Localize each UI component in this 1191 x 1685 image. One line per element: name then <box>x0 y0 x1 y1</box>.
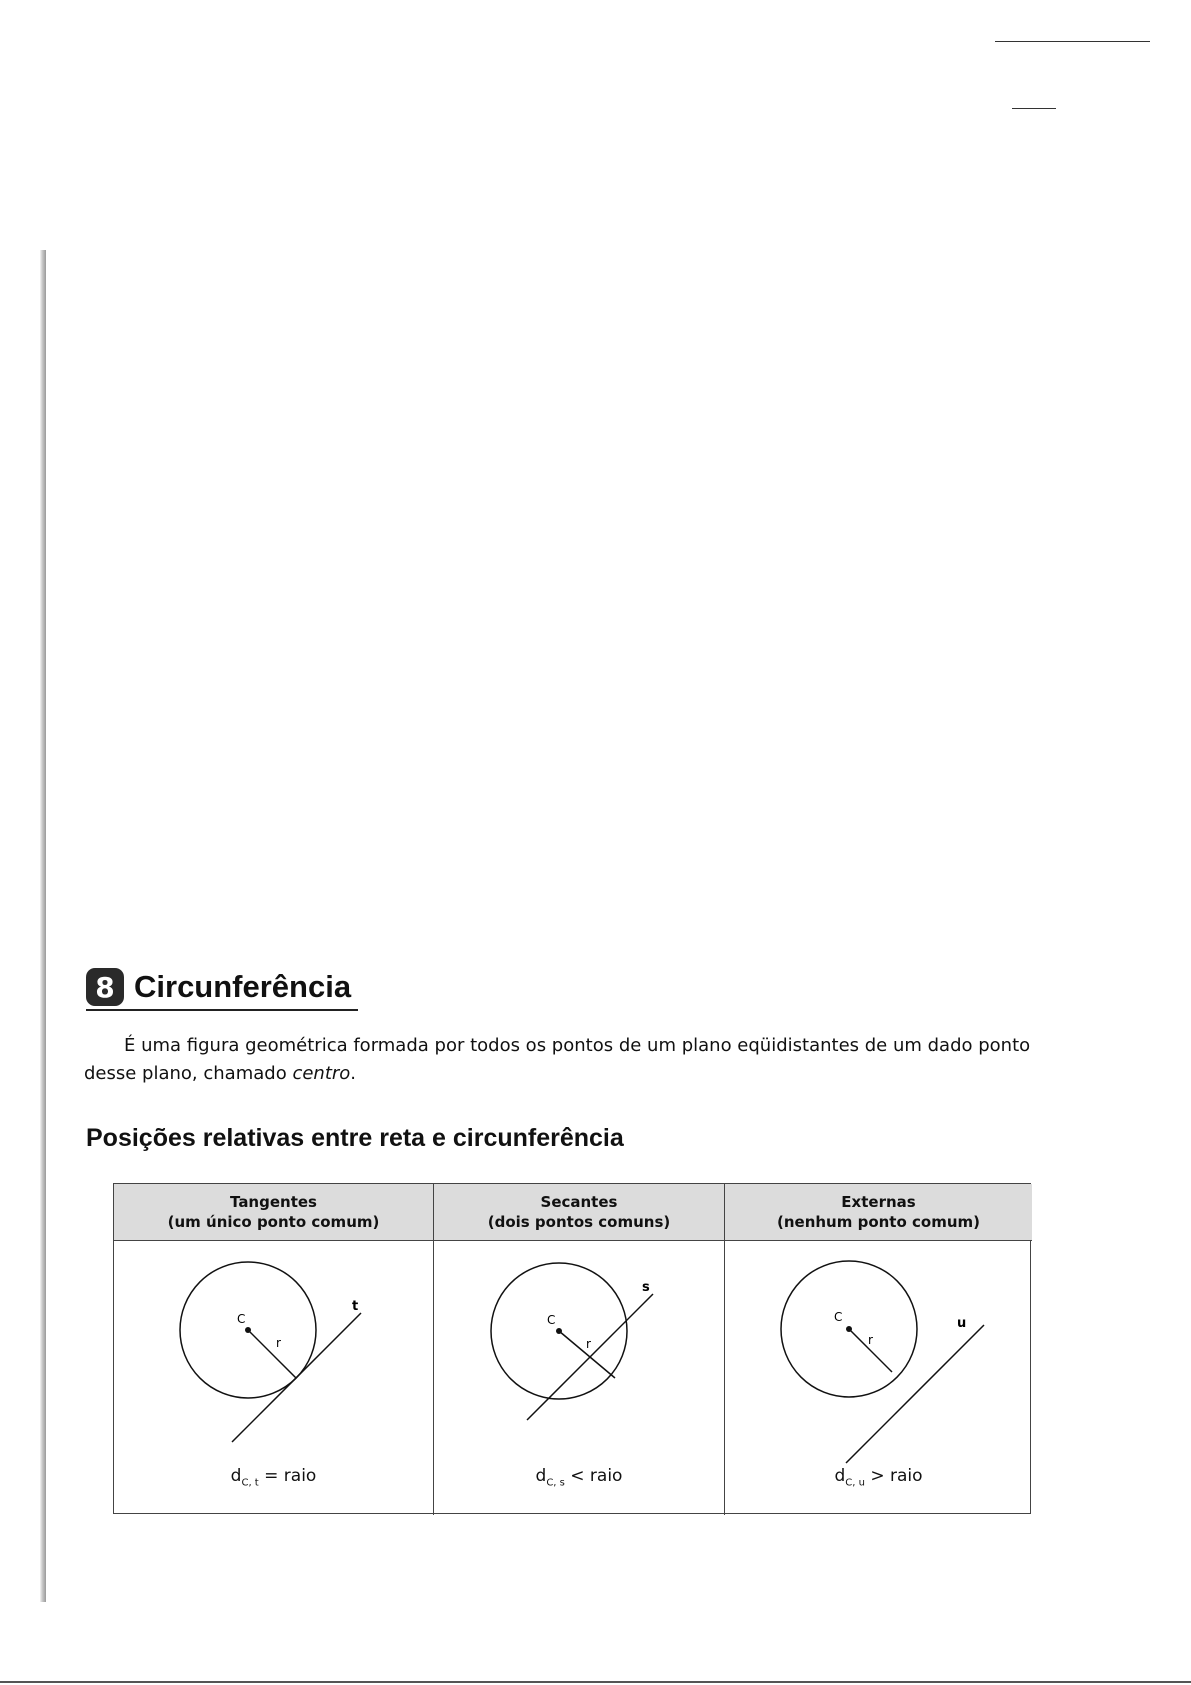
section-number-badge: 8 <box>86 968 124 1006</box>
table-header-tangent <box>114 1184 434 1241</box>
header-title: Secantes <box>540 1193 618 1211</box>
formula-secant <box>434 1466 724 1488</box>
definition-text: É uma figura geométrica formada por todos os pontos de um plano eqüidistantes de um dado ponto desse plano, chamado <box>84 1035 1031 1084</box>
header-subtitle: (um único ponto comum) <box>167 1213 380 1231</box>
formula-relation: < raio <box>564 1466 623 1486</box>
header-rule-short <box>1012 108 1056 109</box>
page-bottom-edge <box>0 1681 1191 1683</box>
formula-relation: = raio <box>258 1466 317 1486</box>
subsection-heading: Posições relativas entre reta e circunferência <box>86 1124 624 1152</box>
line-label: s <box>642 1280 650 1295</box>
header-title: Tangentes <box>230 1193 317 1211</box>
formula-relation: > raio <box>864 1466 923 1486</box>
radius-label: r <box>868 1333 873 1347</box>
header-subtitle: (dois pontos comuns) <box>487 1213 671 1231</box>
formula-distance: d <box>535 1466 547 1486</box>
formula-external <box>725 1466 1032 1488</box>
table-cell-secant <box>434 1241 725 1515</box>
center-label: C <box>237 1312 246 1326</box>
secant-line <box>527 1294 653 1420</box>
book-spine-shadow <box>40 250 46 1602</box>
radius-segment <box>248 1330 296 1378</box>
table-cell-tangent <box>114 1241 434 1515</box>
formula-distance: d <box>230 1466 242 1486</box>
definition-paragraph <box>84 1032 1064 1088</box>
line-label: t <box>352 1299 359 1314</box>
radius-label: r <box>586 1337 591 1351</box>
formula-tangent <box>114 1466 433 1488</box>
table-header-secant <box>434 1184 725 1241</box>
line-label: u <box>957 1316 967 1331</box>
formula-subscript: C, t <box>241 1477 259 1489</box>
table-header-external <box>725 1184 1032 1241</box>
section-title-underline <box>86 1009 358 1011</box>
header-subtitle: (nenhum ponto comum) <box>776 1213 980 1231</box>
header-rule <box>995 41 1150 42</box>
formula-subscript: C, u <box>845 1477 865 1489</box>
formula-distance: d <box>834 1466 846 1486</box>
center-label: C <box>547 1313 556 1327</box>
center-label: C <box>834 1310 843 1324</box>
relative-positions-table <box>113 1183 1031 1514</box>
definition-end: . <box>350 1063 357 1084</box>
formula-subscript: C, s <box>546 1477 565 1489</box>
header-title: Externas <box>841 1193 916 1211</box>
table-cell-external <box>725 1241 1032 1515</box>
radius-label: r <box>276 1336 281 1350</box>
section-title: Circunferência <box>134 969 352 1004</box>
definition-emphasis: centro <box>292 1063 351 1084</box>
section-heading <box>86 964 351 1010</box>
